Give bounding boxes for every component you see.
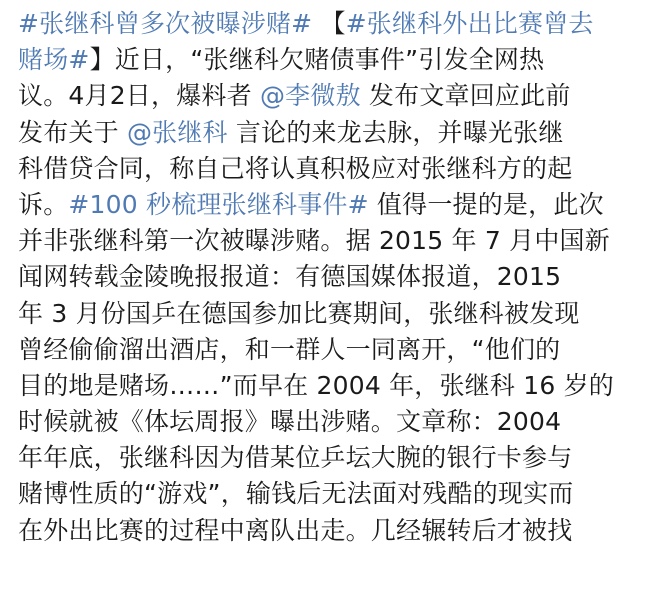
post-text: 科借贷合同，称自己将认真积极应对张继科方的起: [18, 153, 573, 183]
hashtag-link[interactable]: 赌场#: [18, 45, 90, 75]
post-line: [18, 368, 648, 404]
post-line: [18, 404, 648, 440]
post-text: 曾经偷偷溜出酒店，和一群人一同离开，“他们的: [18, 334, 561, 364]
post-line: [18, 513, 648, 549]
post-text: 【: [312, 9, 346, 38]
post-line: [18, 6, 648, 42]
post-text: 发布文章回应此前: [360, 81, 571, 111]
post-line: [18, 151, 648, 187]
user-mention-link[interactable]: @李微敖: [259, 81, 361, 111]
post-text: 年 3 月份国乒在德国参加比赛期间，张继科被发现: [18, 298, 580, 328]
post-line: [18, 115, 648, 151]
post-text: 赌博性质的“游戏”，输钱后无法面对残酷的现实而: [18, 479, 574, 509]
post-line: [18, 332, 648, 368]
user-mention-link[interactable]: @张继科: [126, 117, 228, 147]
post-text: 年年底，张继科因为借某位乒坛大腕的银行卡参与: [18, 443, 573, 473]
post-text: 目的地是赌场……”而早在 2004 年，张继科 16 岁的: [18, 370, 614, 400]
post-line: [18, 440, 648, 476]
post-line: [18, 78, 648, 114]
post-text: 言论的来龙去脉，并曝光张继: [227, 117, 564, 147]
post-text: 议。4月2日，爆料者: [18, 81, 260, 111]
post-text: 时候就被《体坛周报》曝出涉赌。文章称：2004: [18, 407, 562, 437]
post-text: 闻网转载金陵晚报报道：有德国媒体报道，2015: [18, 262, 562, 292]
post-body: [18, 6, 648, 549]
hashtag-link[interactable]: #张继科曾多次被曝涉赌#: [18, 9, 313, 38]
post-line: [18, 42, 648, 78]
hashtag-link[interactable]: #100 秒梳理张继科事件#: [68, 189, 369, 219]
post-text: 】近日，“张继科欠赌债事件”引发全网热: [89, 45, 545, 75]
post-line: [18, 296, 648, 332]
post-text: 并非张继科第一次被曝涉赌。据 2015 年 7 月中国新: [18, 226, 610, 256]
post-text: 值得一提的是，此次: [368, 189, 604, 219]
post-text: 发布关于: [18, 117, 127, 147]
post-line: [18, 187, 648, 223]
post-line: [18, 476, 648, 512]
hashtag-link[interactable]: #张继科外出比赛曾去: [345, 9, 594, 38]
post-line: [18, 259, 648, 295]
post-line: [18, 223, 648, 259]
post-text: 诉。: [18, 189, 69, 219]
post-text: 在外出比赛的过程中离队出走。几经辗转后才被找: [18, 515, 573, 545]
